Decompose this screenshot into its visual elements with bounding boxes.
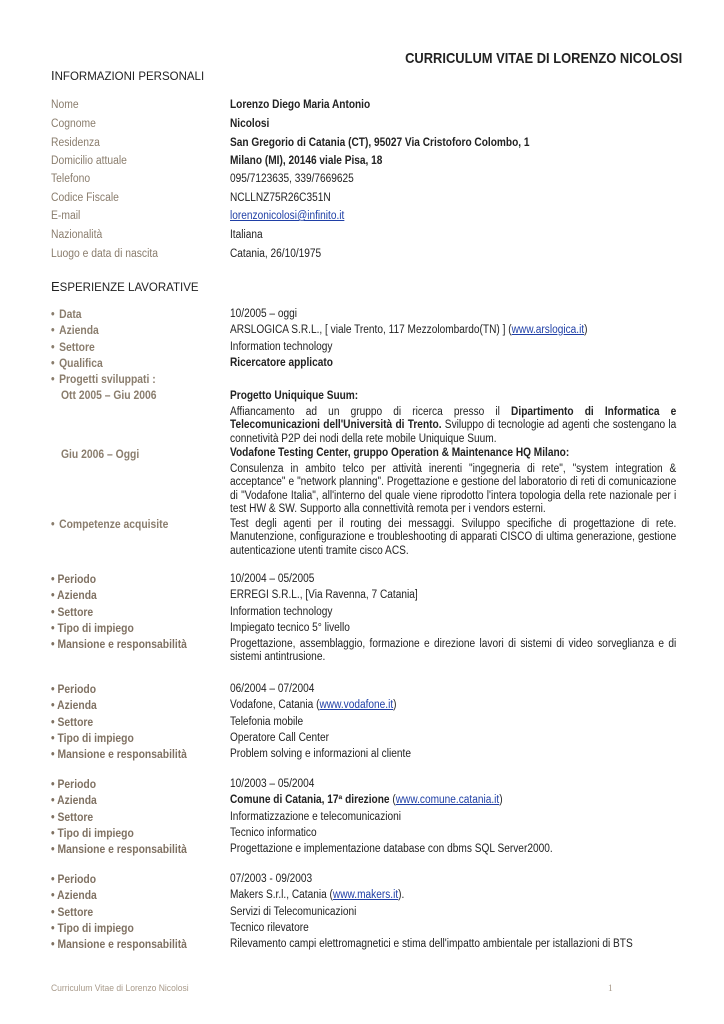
job-label-text: Periodo xyxy=(57,574,97,586)
bullet-icon: • xyxy=(51,811,58,824)
job1-label-progetti xyxy=(51,374,156,386)
bullet-icon: • xyxy=(51,906,58,919)
value-telefono: 095/7123635, 339/7669625 xyxy=(230,173,354,185)
job-azienda-text: ERREGI S.R.L., [Via Ravenna, 7 Catania] xyxy=(230,589,418,602)
job1-azienda xyxy=(230,324,588,336)
job-label-settore xyxy=(51,717,93,729)
label-codice-fiscale: Codice Fiscale xyxy=(51,192,119,204)
job-label-text: Mansione e responsabilità xyxy=(57,939,187,952)
job1-period-b: Giu 2006 – Oggi xyxy=(61,449,140,461)
value-nome: Lorenzo Diego Maria Antonio xyxy=(230,99,371,111)
job-periodo: 10/2004 – 05/2005 xyxy=(230,573,315,585)
job-label-mansione xyxy=(51,939,187,951)
email-link[interactable]: lorenzonicolosi@infinito.it xyxy=(230,210,345,222)
job-tipo: Tecnico rilevatore xyxy=(230,921,309,934)
job-label-azienda xyxy=(51,700,97,712)
job-label-tipo xyxy=(51,923,134,935)
job1-proj2-title: Vodafone Testing Center, gruppo Operation & Maintenance HQ Milano: xyxy=(230,447,570,459)
label-residenza: Residenza xyxy=(51,137,100,149)
job-label-text: Mansione e responsabilità xyxy=(57,639,187,652)
value-domicilio: Milano (MI), 20146 viale Pisa, 18 xyxy=(230,155,383,167)
bullet-icon: • xyxy=(51,309,55,321)
job-label-tipo xyxy=(51,623,134,635)
job1-proj1-text xyxy=(230,406,676,446)
job1-label-settore-text: Settore xyxy=(59,342,95,354)
job-periodo: 07/2003 - 09/2003 xyxy=(230,873,313,885)
heading-initial: E xyxy=(51,279,60,294)
job-label-text: Tipo di impiego xyxy=(57,732,134,745)
job-azienda-text: Vodafone, Catania ( xyxy=(230,699,320,712)
bullet-icon: • xyxy=(51,374,55,386)
bullet-icon: • xyxy=(51,590,58,603)
job-mansione: Progettazione e implementazione database con dbms SQL Server2000. xyxy=(230,843,553,856)
bullet-icon: • xyxy=(51,700,58,713)
job-tipo: Impiegato tecnico 5° livello xyxy=(230,621,350,634)
job-azienda-text: Comune di Catania, 17ª direzione xyxy=(230,794,390,807)
job-azienda xyxy=(230,589,418,601)
section-heading-work xyxy=(51,279,199,294)
job1-label-qualifica xyxy=(51,358,103,370)
value-nazionalita: Italiana xyxy=(230,229,263,241)
job-label-text: Periodo xyxy=(57,684,97,696)
job1-label-settore xyxy=(51,342,95,354)
heading-rest: SPERIENZE LAVORATIVE xyxy=(59,282,199,294)
job1-label-progetti-text: Progetti sviluppati : xyxy=(59,374,156,386)
job1-azienda-post: ) xyxy=(584,324,588,336)
job-azienda xyxy=(230,794,503,806)
job-settore: Telefonia mobile xyxy=(230,715,304,728)
bullet-icon: • xyxy=(51,622,58,635)
job-azienda-link[interactable]: www.vodafone.it xyxy=(319,699,394,712)
bullet-icon: • xyxy=(51,874,58,886)
job-tipo: Operatore Call Center xyxy=(230,731,329,744)
label-email: E-mail xyxy=(51,210,81,222)
job-label-text: Settore xyxy=(57,811,94,824)
job1-label-competenze xyxy=(51,519,168,531)
value-residenza: San Gregorio di Catania (CT), 95027 Via Cristoforo Colombo, 1 xyxy=(230,137,530,149)
section-heading-personal xyxy=(51,68,204,83)
label-luogo-data-nascita: Luogo e data di nascita xyxy=(51,248,159,260)
label-cognome: Cognome xyxy=(51,118,96,130)
job-label-mansione xyxy=(51,639,187,651)
job-label-mansione xyxy=(51,749,187,761)
bullet-icon: • xyxy=(51,639,58,652)
job1-azienda-text: ARSLOGICA S.R.L., [ viale Trento, 117 Mezzolombardo(TN) ] ( xyxy=(230,324,512,336)
bullet-icon: • xyxy=(51,519,55,531)
job-settore: Servizi di Telecomunicazioni xyxy=(230,905,357,918)
job-label-tipo xyxy=(51,828,134,840)
job-label-text: Settore xyxy=(57,716,94,729)
job-azienda-paren: ( xyxy=(389,794,396,807)
job1-settore: Information technology xyxy=(230,341,333,353)
job1-label-qualifica-text: Qualifica xyxy=(59,358,103,370)
job-label-settore xyxy=(51,607,93,619)
footer-text: Curriculum Vitae di Lorenzo Nicolosi xyxy=(51,983,189,994)
job-azienda-link[interactable]: www.makers.it xyxy=(332,889,399,902)
job-label-text: Settore xyxy=(57,906,94,919)
job-azienda-text: Makers S.r.l., Catania ( xyxy=(230,889,333,902)
job-label-azienda xyxy=(51,590,97,602)
value-cognome: Nicolosi xyxy=(230,118,270,130)
job-label-text: Mansione e responsabilità xyxy=(57,844,187,857)
job-mansione: Rilevamento campi elettromagnetici e stima dell'impatto ambientale per istallazioni di BTS xyxy=(230,938,633,951)
job-azienda xyxy=(230,889,404,901)
job-label-text: Azienda xyxy=(57,795,97,808)
job1-azienda-link[interactable]: www.arslogica.it xyxy=(511,324,585,336)
job-azienda-link[interactable]: www.comune.catania.it xyxy=(395,794,500,807)
bullet-icon: • xyxy=(51,827,58,840)
bullet-icon: • xyxy=(51,325,55,337)
bullet-icon: • xyxy=(51,890,58,903)
bullet-icon: • xyxy=(51,684,58,696)
job-azienda-post: ). xyxy=(398,889,405,902)
job1-label-data xyxy=(51,309,82,321)
job-label-settore xyxy=(51,907,93,919)
job-mansione: Problem solving e informazioni al cliente xyxy=(230,748,411,761)
bullet-icon: • xyxy=(51,606,58,619)
job-label-azienda xyxy=(51,795,97,807)
job1-label-azienda xyxy=(51,325,99,337)
heading-rest: NFORMAZIONI PERSONALI xyxy=(54,71,205,83)
job1-label-azienda-text: Azienda xyxy=(59,325,99,337)
job1-competenze: Test degli agenti per il routing dei messaggi. Sviluppo specifiche di progettazione di rete. Manutenzione, configurazione e troubleshooting di apparati CISCO di ultima generazione, gestione autenticazione utenti tramite cisco ACS. xyxy=(230,518,677,557)
job-azienda-post: ) xyxy=(499,794,503,807)
job-label-periodo xyxy=(51,574,96,586)
proj1-text-a: Affiancamento ad un gruppo di ricerca presso il xyxy=(230,406,512,418)
job1-period-a: Ott 2005 – Giu 2006 xyxy=(61,390,157,402)
job-azienda-post: ) xyxy=(393,699,397,712)
job-label-text: Settore xyxy=(57,606,94,619)
job-label-tipo xyxy=(51,733,134,745)
job-label-text: Azienda xyxy=(57,700,97,713)
job-label-text: Mansione e responsabilità xyxy=(57,749,187,762)
label-telefono: Telefono xyxy=(51,173,91,185)
job1-proj1-title: Progetto Uniquique Suum: xyxy=(230,390,359,402)
job-label-settore xyxy=(51,812,93,824)
bullet-icon: • xyxy=(51,749,58,762)
job-periodo: 10/2003 – 05/2004 xyxy=(230,778,315,790)
value-email xyxy=(230,210,344,222)
job-label-mansione xyxy=(51,844,187,856)
bullet-icon: • xyxy=(51,922,58,935)
label-nazionalita: Nazionalità xyxy=(51,229,103,241)
job-periodo: 06/2004 – 07/2004 xyxy=(230,683,315,695)
bullet-icon: • xyxy=(51,358,55,370)
job-label-text: Tipo di impiego xyxy=(57,922,134,935)
bullet-icon: • xyxy=(51,779,58,791)
job-label-text: Tipo di impiego xyxy=(57,827,134,840)
job-settore: Informatizzazione e telecomunicazioni xyxy=(230,810,402,823)
page-number: 1 xyxy=(608,984,613,994)
bullet-icon: • xyxy=(51,844,58,857)
proj1-text-bold: Dipartimento di Informatica e Telecomunicazioni dell'Università di Trento. xyxy=(230,406,677,432)
job-label-azienda xyxy=(51,890,97,902)
label-domicilio: Domicilio attuale xyxy=(51,155,127,167)
job-label-text: Periodo xyxy=(57,874,97,886)
job1-qualifica: Ricercatore applicato xyxy=(230,357,333,369)
value-codice-fiscale: NCLLNZ75R26C351N xyxy=(230,192,331,204)
job1-label-competenze-text: Competenze acquisite xyxy=(59,519,169,531)
job-mansione: Progettazione, assemblaggio, formazione e direzione lavori di sistemi di video sorveglianza e di sistemi antintrusione. xyxy=(230,638,677,664)
bullet-icon: • xyxy=(51,716,58,729)
job-label-text: Tipo di impiego xyxy=(57,622,134,635)
bullet-icon: • xyxy=(51,795,58,808)
job-label-periodo xyxy=(51,874,96,886)
document-title: CURRICULUM VITAE DI LORENZO NICOLOSI xyxy=(404,50,682,67)
job-azienda xyxy=(230,699,397,711)
job-settore: Information technology xyxy=(230,605,333,618)
heading-initial: I xyxy=(51,68,55,83)
bullet-icon: • xyxy=(51,732,58,745)
proj1-text-b: Sviluppo di tecnologie ad agenti che sostengano la connetività P2P dei nodi della rete mobile Uniquique Suum. xyxy=(230,419,677,445)
bullet-icon: • xyxy=(51,574,58,586)
job-label-periodo xyxy=(51,684,96,696)
value-luogo-data-nascita: Catania, 26/10/1975 xyxy=(230,248,322,260)
job-label-text: Azienda xyxy=(57,590,97,603)
job1-data: 10/2005 – oggi xyxy=(230,308,297,320)
job-label-text: Azienda xyxy=(57,890,97,903)
job-tipo: Tecnico informatico xyxy=(230,826,317,839)
job1-proj2-text: Consulenza in ambito telco per attività inerenti "ingegneria di rete", "system integration & acceptance" e "network planning". Progettazione e gestione del laboratorio di reti di comunicazione di "Vodafone Italia", all'interno del quale viene riprodotto l'intera topologia della rete nazionale per i test HW & SW. Supporto alla connettività remota per i vendors esterni. xyxy=(230,463,677,515)
label-nome: Nome xyxy=(51,99,79,111)
bullet-icon: • xyxy=(51,939,58,952)
job1-label-data-text: Data xyxy=(59,309,82,321)
job-label-periodo xyxy=(51,779,96,791)
job-label-text: Periodo xyxy=(57,779,97,791)
bullet-icon: • xyxy=(51,342,55,354)
